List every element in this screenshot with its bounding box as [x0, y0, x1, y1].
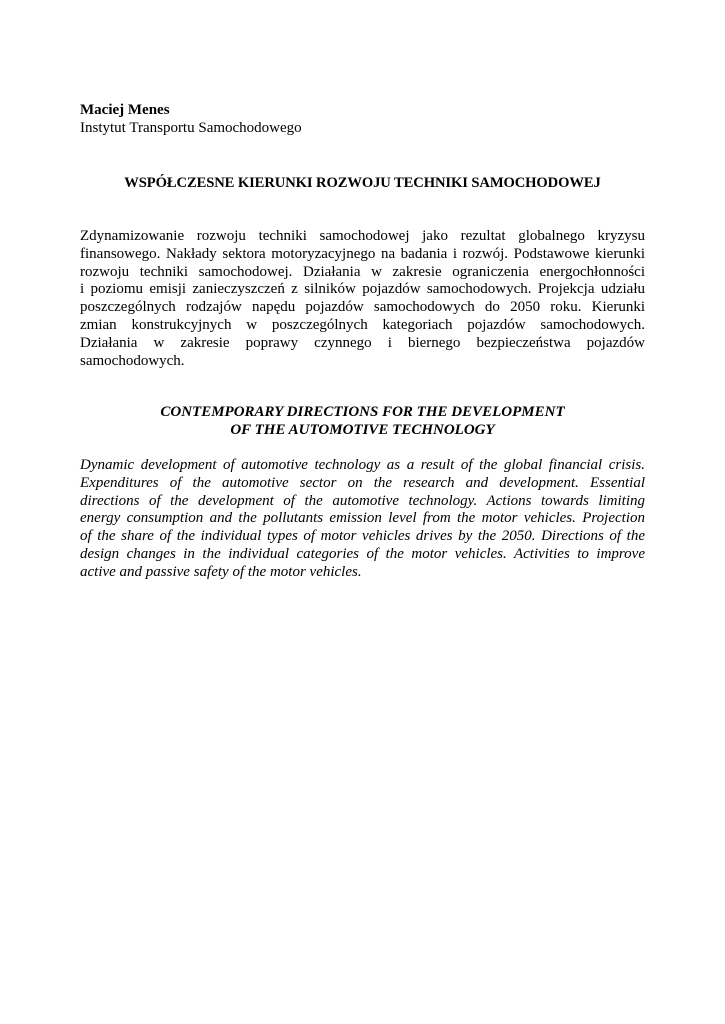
abstract-polish [80, 228, 645, 370]
abstract-polish-line: rozwoju techniki samochodowej. Działania w zakresie ograniczenia energochłonności [80, 263, 645, 280]
abstract-english-line: active and passive safety of the motor vehicles. [80, 563, 362, 580]
title-english-line-1: CONTEMPORARY DIRECTIONS FOR THE DEVELOPMENT [160, 404, 565, 420]
abstract-english-line: of the share of the individual types of motor vehicles drives by the 2050. Directions of the [80, 528, 645, 545]
title-english [80, 403, 645, 439]
abstract-polish-line: i poziomu emisji zanieczyszczeń z silników pojazdów samochodowych. Projekcja udziału [80, 281, 645, 298]
abstract-english-line: Expenditures of the automotive sector on the research and development. Essential [80, 474, 645, 491]
title-english-line-2: OF THE AUTOMOTIVE TECHNOLOGY [230, 422, 495, 438]
abstract-english-line: energy consumption and the pollutants emission level from the motor vehicles. Projection [80, 510, 645, 527]
abstract-english-line: design changes in the individual categories of the motor vehicles. Activities to improve [80, 545, 645, 562]
abstract-polish-line: zmian konstrukcyjnych w poszczególnych kategoriach pojazdów samochodowych. [80, 316, 645, 333]
abstract-polish-line: Zdynamizowanie rozwoju techniki samochodowej jako rezultat globalnego kryzysu [80, 228, 645, 244]
title-polish: WSPÓŁCZESNE KIERUNKI ROZWOJU TECHNIKI SAMOCHODOWEJ [124, 175, 601, 191]
author-name: Maciej Menes [80, 102, 170, 118]
abstract-english-line: Dynamic development of automotive technology as a result of the global financial crisis. [80, 457, 645, 473]
abstract-english-line: directions of the development of the automotive technology. Actions towards limiting [80, 492, 645, 509]
abstract-polish-line: samochodowych. [80, 352, 185, 369]
abstract-english [80, 457, 645, 582]
abstract-polish-line: finansowego. Nakłady sektora motoryzacyjnego na badania i rozwój. Podstawowe kierunki [80, 245, 645, 262]
abstract-polish-line: Działania w zakresie poprawy czynnego i biernego bezpieczeństwa pojazdów [80, 334, 645, 351]
author-affiliation: Instytut Transportu Samochodowego [80, 120, 302, 136]
abstract-polish-line: poszczególnych rodzajów napędu pojazdów samochodowych do 2050 roku. Kierunki [80, 299, 645, 316]
